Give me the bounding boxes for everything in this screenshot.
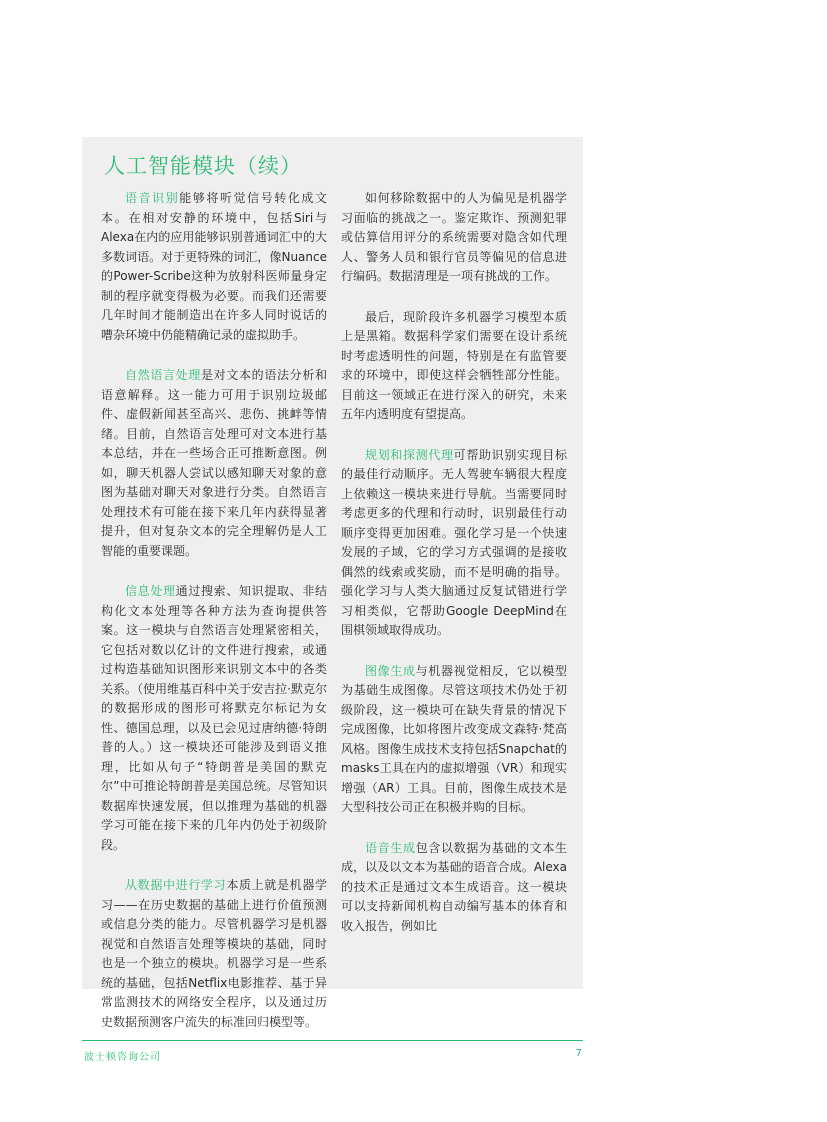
paragraph-nlp (101, 366, 327, 561)
paragraph-bias (341, 189, 567, 287)
paragraph-text: 通过搜索、知识提取、非结构化文本处理等各种方法为查询提供答案。这一模块与自然语言处理紧密相关，它包括对数以亿计的文件进行搜索，或通过构造基础知识图形来识别文本中的各类关系。（使用维基百科中关于安吉拉·默克尔的数据形成的图形可将默克尔标记为女性、德国总理，以及已会见过唐纳德·特朗普的人。）这一模块还可能涉及到语义推理，比如从句子“特朗普是美国的默克尔”中可推论特朗普是美国总统。尽管知识数据库快速发展，但以推理为基础的机器学习可能在接下来的几年内仍处于初级阶段。 (101, 584, 327, 852)
paragraph-text: 最后，现阶段许多机器学习模型本质上是黑箱。数据科学家们需要在设计系统时考虑透明性的问题，特别是在有监管要求的环境中，即使这样会牺牲部分性能。目前这一领域正在进行深入的研究，未来五年内透明度有望提高。 (341, 309, 567, 421)
keyword: 语音生成 (365, 840, 416, 855)
paragraph-text: 包含以数据为基础的文本生成，以及以文本为基础的语音合成。Alexa的技术正是通过文本生成语音。这一模块可以支持新闻机构自动编写基本的体育和收入报告，例如比 (341, 840, 567, 933)
paragraph-speech-generation (341, 839, 567, 937)
footer-divider (82, 1040, 583, 1041)
paragraph-black-box (341, 308, 567, 425)
keyword: 规划和探测代理 (365, 447, 454, 462)
keyword: 图像生成 (365, 663, 416, 678)
keyword: 自然语言处理 (125, 368, 201, 382)
keyword: 语音识别 (125, 191, 180, 205)
paragraph-text: 可帮助识别实现目标的最佳行动顺序。无人驾驶车辆很大程度上依赖这一模块来进行导航。当需要同时考虑更多的代理和行动时，识别最佳行动顺序变得更加困难。强化学习是一个快速发展的子域，它的学习方式强调的是接收偶然的线索或奖励，而不是明确的指导。强化学习与人类大脑通过反复试错进行学习相类似，它帮助Google DeepMind在围棋领域取得成功。 (341, 447, 567, 637)
left-column (101, 189, 327, 1053)
paragraph-text: 本质上就是机器学习——在历史数据的基础上进行价值预测或信息分类的能力。尽管机器学习是机器视觉和自然语言处理等模块的基础，同时也是一个独立的模块。机器学习是一些系统的基础，包括Netflix电影推荐、基于异常监测技术的网络安全程序，以及通过历史数据预测客户流失的标准回归模型等。 (101, 878, 327, 1029)
paragraph-planning-agents (341, 446, 567, 641)
paragraph-information-processing (101, 582, 327, 855)
paragraph-image-generation (341, 662, 567, 818)
page-number: 7 (575, 1048, 582, 1059)
paragraph-learning-from-data (101, 876, 327, 1032)
keyword: 信息处理 (125, 584, 176, 598)
keyword: 从数据中进行学习 (125, 878, 227, 892)
paragraph-text: 能够将听觉信号转化成文本。在相对安静的环境中，包括Siri与Alexa在内的应用能够识别普通词汇中的大多数词语。对于更特殊的词汇，像Nuance的Power-Scribe这种为放射科医师量身定制的程序就变得极为必要。而我们还需要几年时间才能制造出在许多人同时说话的嘈杂环境中仍能精确记录的虚拟助手。 (101, 191, 327, 342)
right-column (341, 189, 567, 957)
paragraph-text: 是对文本的语法分析和语意解释。这一能力可用于识别垃圾邮件、虚假新闻甚至高兴、悲伤、挑衅等情绪。目前，自然语言处理可对文本进行基本总结，并在一些场合正可推断意图。例如，聊天机器人尝试以感知聊天对象的意图为基础对聊天对象进行分类。自然语言处理技术有可能在接下来几年内获得显著提升，但对复杂文本的完全理解仍是人工智能的重要课题。 (101, 368, 327, 558)
section-title: 人工智能模块（续） (104, 154, 302, 178)
footer-company: 波士顿咨询公司 (84, 1052, 161, 1063)
paragraph-text: 如何移除数据中的人为偏见是机器学习面临的挑战之一。鉴定欺诈、预测犯罪或估算信用评分的系统需要对隐含如代理人、警务人员和银行官员等偏见的信息进行编码。数据清理是一项有挑战的工作。 (341, 191, 567, 283)
paragraph-speech-recognition (101, 189, 327, 345)
paragraph-text: 与机器视觉相反，它以模型为基础生成图像。尽管这项技术仍处于初级阶段，这一模块可在缺失背景的情况下完成图像，比如将图片改变成文森特·梵高风格。图像生成技术支持包括Snapchat的masks工具在内的虚拟增强（VR）和现实增强（AR）工具。目前，图像生成技术是大型科技公司正在积极并购的目标。 (341, 663, 567, 814)
